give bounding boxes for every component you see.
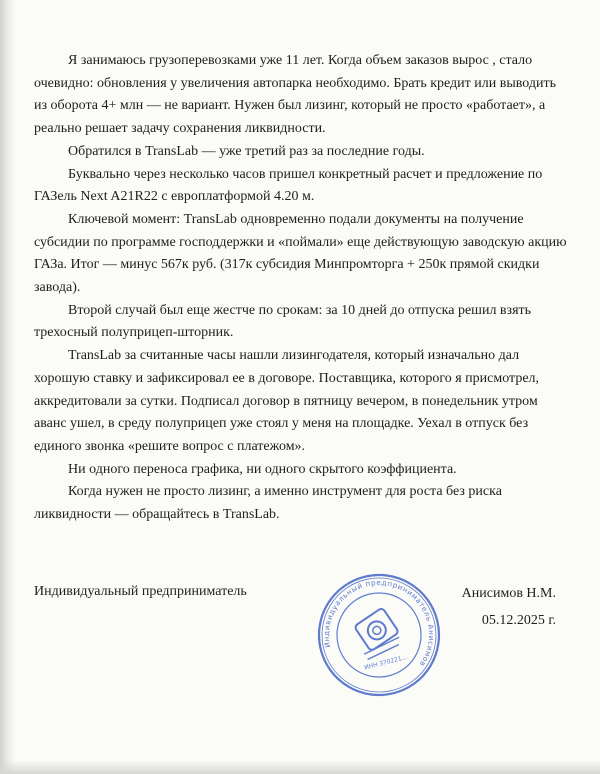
page-left-shadow <box>0 0 16 774</box>
seal-stamp-icon <box>303 559 456 712</box>
paragraph: Я занимаюсь грузоперевозками уже 11 лет. Когда объем заказов вырос , стало очевидно: обновления у увеличения автопарка необходимо. Брать кредит или выводить из оборота 4+ млн — не вариант. Нужен был лизинг, который не просто «работает», а реально решает задачу сохранения ликвидности. <box>34 53 556 137</box>
svg-text:Индивидуальный предприниматель: Индивидуальный предприниматель Анисимов <box>321 577 437 669</box>
paragraph: Второй случай был еще жестче по срокам: за 10 дней до отпуска решил взять трехосный полуприцеп-шторник. <box>34 302 532 341</box>
signer-position: Индивидуальный предприниматель <box>34 584 247 599</box>
svg-text:ИНН 370221...: ИНН 370221... <box>363 653 409 672</box>
paragraph: Буквально через несколько часов пришел конкретный расчет и предложение по ГАЗель Next A21R22 с европлатформой 4.20 м. <box>34 166 543 205</box>
paragraph: Когда нужен не просто лизинг, а именно инструмент для роста без риска ликвидности — обращайтесь в TransLab. <box>34 484 502 523</box>
paragraph: Ни одного переноса графика, ни одного скрытого коэффициента. <box>68 461 457 477</box>
signature-date: 05.12.2025 г. <box>481 613 556 628</box>
page-bottom-shadow <box>0 760 600 774</box>
signer-name: Анисимов Н.М. <box>461 586 556 601</box>
paragraph: TransLab за считанные часы нашли лизингодателя, который изначально дал хорошую ставку и зафиксировал ее в договоре. Поставщика, которого я присмотрел, аккредитовали за сутки. Подписал договор в пятницу вечером, в понедельник утром аванс ушел, в среду полуприцеп уже стоял у меня на площадке. Уехал в отпуск без единого звонка «решите вопрос с платежом». <box>34 348 540 454</box>
letter-body <box>34 50 570 527</box>
paragraph: Ключевой момент: TransLab одновременно подали документы на получение субсидии по программе господдержки и «поймали» еще действующую заводскую акцию ГАЗа. Итог — минус 567к руб. (317к субсидия Минпромторга + 250к прямой скидки завода). <box>34 211 567 296</box>
paragraph: Обратился в TransLab — уже третий раз за последние годы. <box>68 143 425 159</box>
